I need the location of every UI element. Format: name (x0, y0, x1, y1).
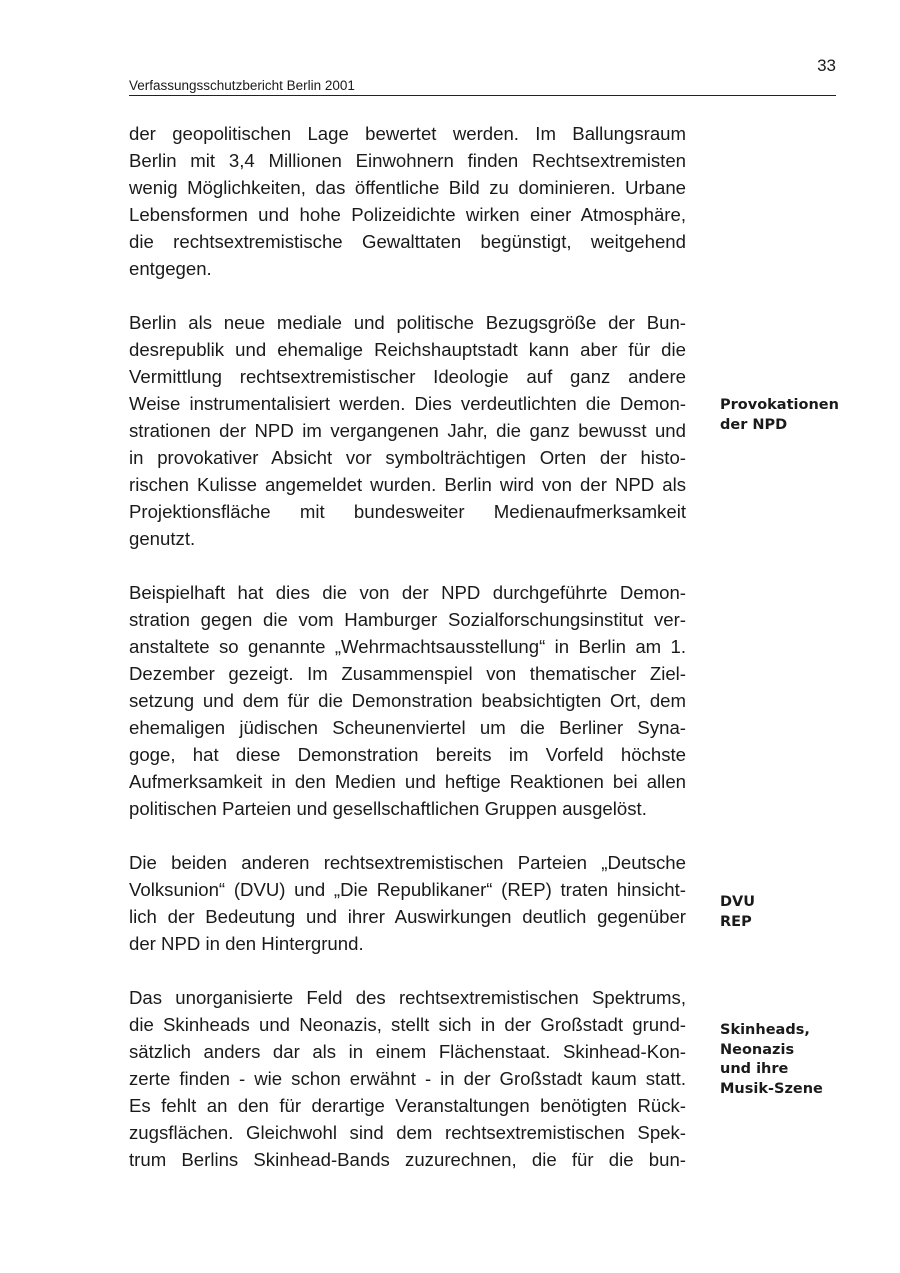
text-line: zugsflächen. Gleichwohl sind dem rechtsextremistischen Spek- (129, 1122, 686, 1143)
margin-note-line: DVU (720, 894, 756, 910)
margin-note-line: Provokationen (720, 397, 839, 413)
text-line: Die beiden anderen rechtsextremistischen Parteien „Deutsche (129, 852, 686, 873)
text-line: stration gegen die vom Hamburger Sozialforschungsinstitut ver- (129, 609, 686, 630)
text-line: setzung und dem für die Demonstration beabsichtigten Ort, dem (129, 690, 686, 711)
paragraph-berlin-media (129, 309, 686, 552)
text-line: Volksunion“ (DVU) und „Die Republikaner“ (REP) traten hinsicht- (129, 879, 686, 900)
paragraph-dvu-rep (129, 849, 686, 957)
text-line: genutzt. (129, 528, 196, 549)
text-line: Das unorganisierte Feld des rechtsextremistischen Spektrums, (129, 987, 686, 1008)
paragraph-skinheads (129, 984, 686, 1173)
margin-note-dvu-rep (720, 893, 870, 932)
text-line: Projektionsfläche mit bundesweiter Medienaufmerksamkeit (129, 501, 686, 522)
text-line: Vermittlung rechtsextremistischer Ideologie auf ganz andere (129, 366, 686, 387)
paragraph-demonstration (129, 579, 686, 822)
text-line: Beispielhaft hat dies die von der NPD durchgeführte Demon- (129, 582, 686, 603)
text-line: rischen Kulisse angemeldet wurden. Berlin wird von der NPD als (129, 474, 686, 495)
margin-note-line: Musik-Szene (720, 1080, 823, 1097)
text-line: sätzlich anders dar als in einem Flächenstaat. Skinhead-Kon- (129, 1041, 686, 1062)
text-line: die Skinheads und Neonazis, stellt sich in der Großstadt grund- (129, 1014, 686, 1035)
margin-note-line: Neonazis (720, 1041, 795, 1058)
text-line: Berlin als neue mediale und politische Bezugsgröße der Bun- (129, 312, 686, 333)
text-line: lich der Bedeutung und ihrer Auswirkungen deutlich gegenüber (129, 906, 686, 927)
margin-note-line: der NPD (720, 416, 788, 433)
text-line: Aufmerksamkeit in den Medien und heftige Reaktionen bei allen (129, 771, 686, 792)
paragraph-geopolitics (129, 120, 686, 282)
text-line: ehemaligen jüdischen Scheunenviertel um die Berliner Syna- (129, 717, 686, 738)
text-line: Lebensformen und hohe Polizeidichte wirken einer Atmosphäre, (129, 204, 686, 225)
text-line: trum Berlins Skinhead-Bands zuzurechnen, die für die bun- (129, 1149, 686, 1170)
margin-note-provokationen (720, 396, 870, 435)
margin-note-line: REP (720, 913, 752, 930)
text-line: der geopolitischen Lage bewertet werden. Im Ballungsraum (129, 123, 686, 144)
text-line: der NPD in den Hintergrund. (129, 933, 364, 954)
text-line: Weise instrumentalisiert werden. Dies verdeutlichten die Demon- (129, 393, 686, 414)
text-line: in provokativer Absicht vor symbolträchtigen Orten der histo- (129, 447, 686, 468)
margin-note-line: und ihre (720, 1061, 789, 1077)
body-column (129, 120, 686, 1200)
text-line: strationen der NPD im vergangenen Jahr, die ganz bewusst und (129, 420, 686, 441)
text-line: wenig Möglichkeiten, das öffentliche Bild zu dominieren. Urbane (129, 177, 686, 198)
text-line: Es fehlt an den für derartige Veranstaltungen benötigten Rück- (129, 1095, 686, 1116)
text-line: zerte finden - wie schon erwähnt - in der Großstadt kaum statt. (129, 1068, 686, 1089)
text-line: politischen Parteien und gesellschaftlichen Gruppen ausgelöst. (129, 798, 647, 819)
margin-note-line: Skinheads, (720, 1022, 810, 1038)
text-line: Berlin mit 3,4 Millionen Einwohnern finden Rechtsextremisten (129, 150, 686, 171)
margin-note-skinheads (720, 1021, 870, 1099)
running-header: Verfassungsschutzbericht Berlin 2001 (129, 78, 836, 96)
text-line: die rechtsextremistische Gewalttaten begünstigt, weitgehend (129, 231, 686, 252)
text-line: goge, hat diese Demonstration bereits im Vorfeld höchste (129, 744, 686, 765)
text-line: Dezember gezeigt. Im Zusammenspiel von thematischer Ziel- (129, 663, 686, 684)
text-line: anstaltete so genannte „Wehrmachtsausstellung“ in Berlin am 1. (129, 636, 686, 657)
text-line: entgegen. (129, 258, 212, 279)
page-number: 33 (817, 56, 836, 75)
text-line: desrepublik und ehemalige Reichshauptstadt kann aber für die (129, 339, 686, 360)
